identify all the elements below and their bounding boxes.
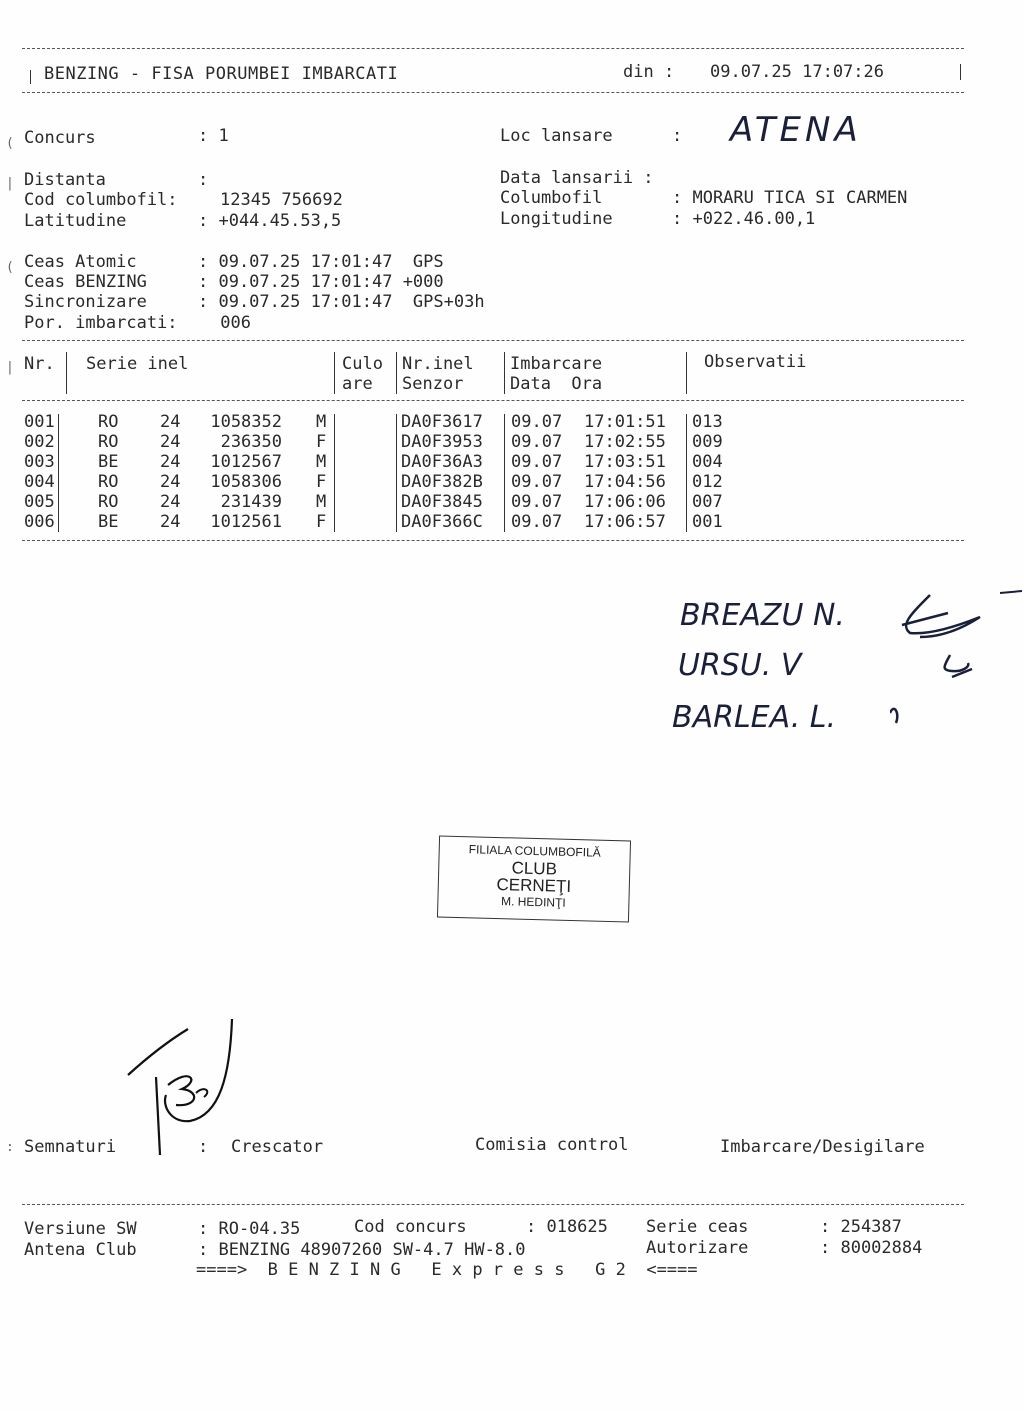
cod-columbofil-value: 12345 756692 (220, 190, 343, 210)
cell-ora: 17:01:51 (584, 412, 666, 432)
latitudine-value: : +044.45.53,5 (198, 211, 342, 231)
cell-tara: BE (98, 512, 119, 532)
cell-inel: 231439 (220, 492, 282, 512)
loc-lansare-value: ATENA (730, 110, 862, 150)
sincronizare-value: : 09.07.25 17:01:47 GPS+03h (198, 292, 485, 312)
por-imbarcati-value: 006 (210, 313, 251, 333)
autorizare-value: : 80002884 (820, 1238, 923, 1258)
signature-comisia: Comisia control (475, 1135, 629, 1155)
stamp-line-2: CLUB (511, 858, 558, 879)
signature-imbarcare: Imbarcare/Desigilare (720, 1137, 925, 1157)
cell-data: 09.07 (511, 432, 563, 452)
col-header-culoare-1: Culo (342, 354, 383, 374)
cod-concurs-value: : 018625 (526, 1217, 608, 1237)
cell-ora: 17:06:57 (584, 512, 666, 532)
body-sep-nr (58, 414, 59, 532)
cell-data: 09.07 (511, 412, 563, 432)
versiune-value: : RO-04.35 (198, 1219, 301, 1239)
signature-crescator: Crescator (231, 1137, 324, 1157)
cell-an: 24 (160, 512, 181, 532)
cell-tara: RO (98, 412, 119, 432)
cell-nr: 002 (24, 432, 55, 452)
ceas-benzing-label: Ceas BENZING (24, 272, 147, 292)
cell-senzor: DA0F366C (401, 512, 483, 532)
data-lansarii-label: Data lansarii : (500, 168, 654, 188)
cell-nr: 005 (24, 492, 55, 512)
cell-observatii: 013 (692, 412, 723, 432)
por-imbarcati-label: Por. imbarcati: (24, 313, 178, 333)
cell-ora: 17:02:55 (584, 432, 666, 452)
table-bottom-rule (22, 540, 964, 541)
col-sep-serie (334, 352, 335, 394)
header-bottom-rule (22, 92, 964, 93)
col-header-serie: Serie inel (86, 354, 189, 374)
margin-mark: ( (6, 136, 14, 151)
cell-an: 24 (160, 492, 181, 512)
cell-observatii: 012 (692, 472, 723, 492)
cell-sex: M (316, 492, 327, 512)
col-sep-nrinel (504, 352, 505, 394)
cell-data: 09.07 (511, 512, 563, 532)
footer-rule (22, 1204, 964, 1205)
margin-mark: | (6, 176, 14, 191)
cell-nr: 001 (24, 412, 55, 432)
cell-an: 24 (160, 412, 181, 432)
latitudine-label: Latitudine (24, 211, 127, 231)
serie-ceas-value: : 254387 (820, 1217, 902, 1237)
cell-observatii: 009 (692, 432, 723, 452)
cell-ora: 17:03:51 (584, 452, 666, 472)
col-sep-imbarcare (686, 352, 687, 394)
col-header-nr: Nr. (24, 354, 55, 374)
margin-mark: : (6, 1140, 14, 1155)
cell-tara: RO (98, 472, 119, 492)
loc-lansare-sep: : (672, 126, 683, 146)
cell-senzor: DA0F3953 (401, 432, 483, 452)
antena-value: : BENZING 48907260 SW-4.7 HW-8.0 (198, 1240, 526, 1260)
columbofil-value: : MORARU TICA SI CARMEN (672, 188, 908, 208)
longitudine-value: : +022.46.00,1 (672, 209, 816, 229)
handwritten-initials-icon (890, 585, 1024, 745)
semnaturi-label: Semnaturi (24, 1137, 117, 1157)
cell-tara: BE (98, 452, 119, 472)
ceas-atomic-value: : 09.07.25 17:01:47 GPS (198, 252, 444, 272)
cell-observatii: 004 (692, 452, 723, 472)
cell-sex: F (316, 512, 327, 532)
cell-data: 09.07 (511, 452, 563, 472)
cell-data: 09.07 (511, 492, 563, 512)
handwritten-name-1: BREAZU N. (680, 598, 845, 633)
cell-inel: 1012561 (210, 512, 282, 532)
cell-data: 09.07 (511, 472, 563, 492)
cell-nr: 003 (24, 452, 55, 472)
cell-senzor: DA0F36A3 (401, 452, 483, 472)
header-left-bar (30, 70, 31, 84)
cell-sex: F (316, 472, 327, 492)
versiune-label: Versiune SW (24, 1219, 137, 1239)
cell-an: 24 (160, 472, 181, 492)
col-header-nrinel-2: Senzor (402, 374, 464, 394)
body-sep-serie (334, 414, 335, 532)
cell-tara: RO (98, 492, 119, 512)
cell-inel: 1012567 (210, 452, 282, 472)
loc-lansare-label: Loc lansare (500, 126, 613, 146)
cod-columbofil-label: Cod columbofil: (24, 190, 178, 210)
body-sep-culoare (396, 414, 397, 532)
longitudine-label: Longitudine (500, 209, 613, 229)
stamp-line-1: FILIALA COLUMBOFILĂ (468, 842, 601, 860)
body-sep-nrinel (504, 414, 505, 532)
stamp-line-4: M. HEDINŢI (500, 894, 566, 910)
header-top-rule (22, 48, 964, 49)
concurs-label: Concurs (24, 128, 96, 148)
semnaturi-sep: : (198, 1137, 209, 1157)
cell-observatii: 007 (692, 492, 723, 512)
document-title: BENZING - FISA PORUMBEI IMBARCATI (44, 64, 399, 84)
cell-senzor: DA0F382B (401, 472, 483, 492)
col-sep-nr (66, 352, 67, 394)
col-header-imbarcare-1: Imbarcare (510, 354, 603, 374)
distanta-value: : (198, 170, 209, 190)
table-header-rule (22, 400, 964, 401)
serie-ceas-label: Serie ceas (646, 1217, 749, 1237)
din-value: 09.07.25 17:07:26 (710, 62, 884, 82)
cell-observatii: 001 (692, 512, 723, 532)
club-stamp (437, 836, 631, 923)
cell-an: 24 (160, 432, 181, 452)
autorizare-label: Autorizare (646, 1238, 749, 1258)
cell-inel: 1058306 (210, 472, 282, 492)
cell-sex: M (316, 412, 327, 432)
cell-an: 24 (160, 452, 181, 472)
concurs-value: : 1 (198, 126, 229, 146)
columbofil-label: Columbofil (500, 188, 603, 208)
cell-ora: 17:06:06 (584, 492, 666, 512)
cell-inel: 1058352 (210, 412, 282, 432)
din-label: din : (623, 62, 675, 82)
margin-mark: | (6, 360, 14, 375)
ceas-benzing-value: : 09.07.25 17:01:47 +000 (198, 272, 444, 292)
body-sep-imbarcare (686, 414, 687, 532)
handwritten-name-3: BARLEA. L. (672, 700, 837, 735)
cod-concurs-label: Cod concurs (354, 1217, 467, 1237)
cell-inel: 236350 (220, 432, 282, 452)
col-header-imbarcare-2: Data Ora (510, 374, 603, 394)
header-right-bar (960, 64, 961, 80)
distanta-label: Distanta (24, 170, 106, 190)
col-header-observatii: Observatii (704, 352, 807, 372)
ceas-atomic-label: Ceas Atomic (24, 252, 137, 272)
sincronizare-label: Sincronizare (24, 292, 147, 312)
benzing-banner: ====> B E N Z I N G E x p r e s s G 2 <==== (196, 1260, 698, 1280)
col-sep-culoare (396, 352, 397, 394)
antena-label: Antena Club (24, 1240, 137, 1260)
cell-senzor: DA0F3617 (401, 412, 483, 432)
cell-tara: RO (98, 432, 119, 452)
col-header-culoare-2: are (342, 374, 373, 394)
cell-ora: 17:04:56 (584, 472, 666, 492)
col-header-nrinel-1: Nr.inel (402, 354, 474, 374)
cell-nr: 004 (24, 472, 55, 492)
margin-mark: ( (6, 260, 14, 275)
cell-sex: F (316, 432, 327, 452)
cell-senzor: DA0F3845 (401, 492, 483, 512)
handwritten-name-2: URSU. V (678, 648, 802, 683)
stamp-line-3: CERNEŢI (496, 875, 572, 896)
cell-sex: M (316, 452, 327, 472)
cell-nr: 006 (24, 512, 55, 532)
table-top-rule (22, 340, 964, 341)
